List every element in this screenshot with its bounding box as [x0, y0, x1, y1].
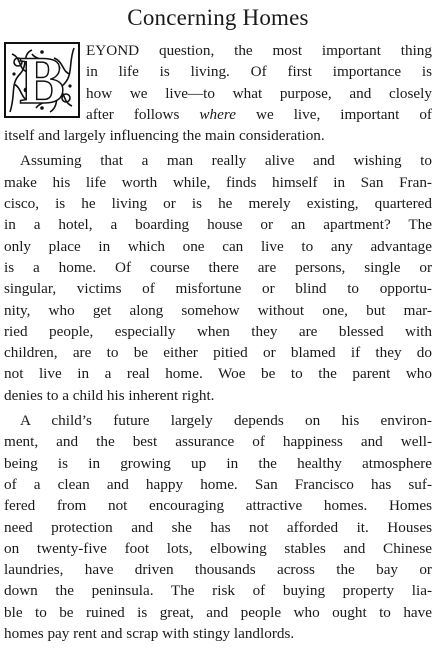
text-line: on twenty-five foot lots, elbowing stables and Chinese — [4, 539, 432, 557]
page — [4, 4, 432, 648]
text-line: laundries, have driven thousands across the bay or — [4, 561, 432, 579]
text-line: ried people, especially when they are blessed with — [4, 322, 432, 340]
text-line: cisco, is he living or is he merely existing, quartered — [4, 195, 432, 213]
text-line: ment, and the best assurance of happiness and well- — [4, 433, 432, 451]
text-line: fered from not encouraging attractive homes. Homes — [4, 497, 432, 515]
text-line: A child’s future largely depends on his environ- — [20, 412, 432, 430]
page-title: Concerning Homes — [127, 5, 309, 30]
paragraph-2 — [4, 150, 432, 406]
text-line: EYOND question, the most important thing — [86, 42, 432, 59]
drop-cap-ornament — [4, 42, 80, 118]
text-line: only place in which one can live to any advantage — [4, 237, 432, 255]
text-line: not live in a real home. Woe be to the parent who — [4, 365, 432, 383]
text-line: how we live—to what purpose, and closely — [86, 84, 432, 102]
text-line: being is in growing up in the healthy atmosphere — [4, 454, 432, 472]
text-line: ble to be ruined is great, and people who ought to have — [4, 603, 432, 621]
text-line: down the peninsula. The risk of buying property lia- — [4, 582, 432, 600]
text-line: Assuming that a man really alive and wishing to — [20, 152, 432, 170]
text-line: denies to a child his inherent right. — [4, 386, 215, 404]
text-line: singular, victims of misfortune or blind to opportu- — [4, 280, 432, 298]
text-line: make his life worth while, finds himself in San Fran- — [4, 173, 432, 191]
text-line: itself and largely influencing the main consideration. — [4, 127, 325, 145]
text-line: in life is living. Of first importance is — [86, 63, 432, 81]
text-line: nity, who get along somehow without one, but mar- — [4, 301, 432, 319]
drop-cap-letter: B — [19, 42, 65, 118]
text-line: in a hotel, a boarding house or an apartment? The — [4, 216, 432, 234]
text-line: homes pay rent and scrap with stingy landlords. — [4, 625, 295, 643]
text-line: of a clean and happy home. San Francisco has suf- — [4, 475, 432, 493]
paragraph-3 — [4, 410, 432, 644]
italic-word: where — [199, 105, 236, 123]
text-line: need protection and she has not afforded it. Houses — [4, 518, 432, 536]
text-fragment: we live, important of — [235, 105, 432, 123]
text-line: is a home. Of course there are persons, single or — [4, 258, 432, 276]
text-fragment: after follows — [86, 105, 200, 123]
text-line: children, are to be either pitied or blamed if they do — [4, 344, 432, 362]
paragraph-1 — [4, 40, 432, 146]
